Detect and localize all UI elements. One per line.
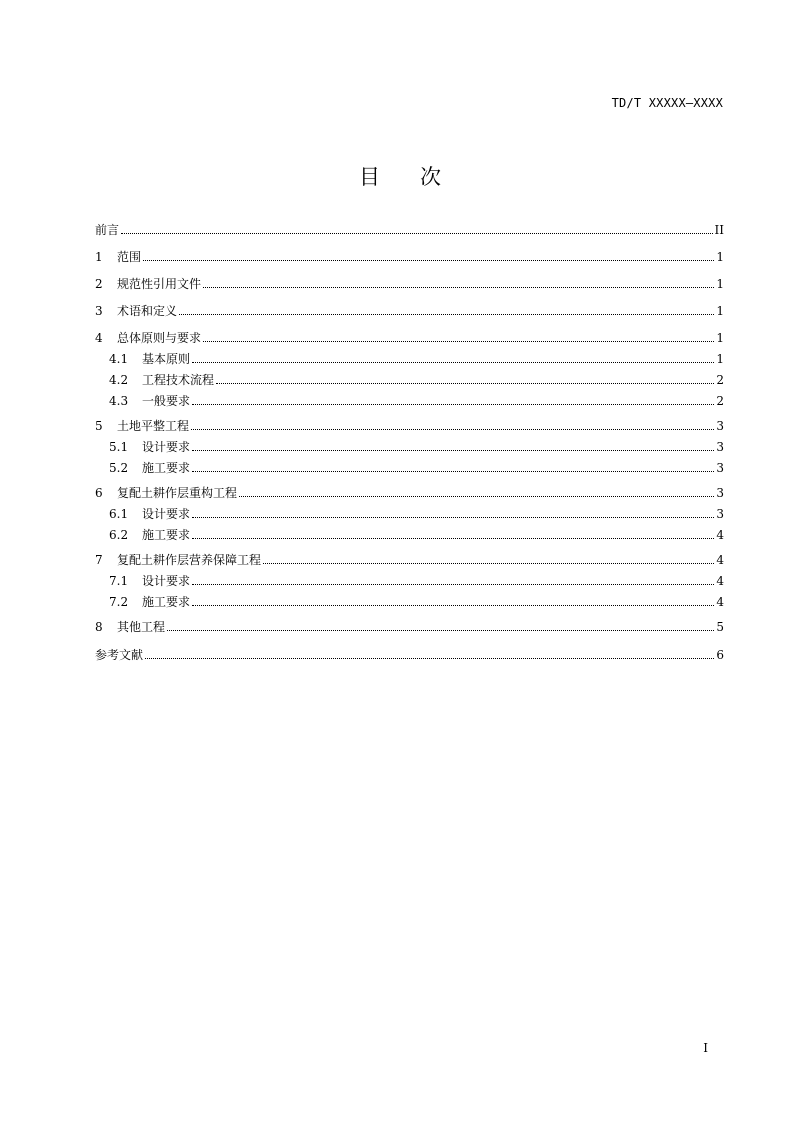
toc-dot-leader	[145, 657, 714, 659]
toc-entry[interactable]	[109, 393, 724, 409]
toc-dot-leader	[192, 516, 714, 518]
toc-entry-number: 4.2	[109, 373, 129, 387]
toc-entry-label: 总体原则与要求	[117, 331, 202, 345]
toc-dot-leader	[192, 449, 714, 451]
toc-entry[interactable]	[109, 372, 724, 388]
toc-dot-leader	[203, 340, 714, 342]
document-code: TD/T XXXXX—XXXX	[611, 96, 723, 110]
toc-entry-label: 复配土耕作层重构工程	[117, 486, 238, 500]
toc-entry-page: 6	[716, 648, 724, 662]
toc-entry[interactable]	[95, 552, 724, 568]
toc-entry-label: 其他工程	[117, 620, 166, 634]
toc-dot-leader	[192, 537, 714, 539]
toc-entry-label: 一般要求	[142, 394, 191, 408]
toc-entry-label: 施工要求	[142, 595, 191, 609]
toc-entry-page: 1	[716, 331, 724, 345]
toc-entry-page: 4	[716, 528, 724, 542]
toc-entry-label: 术语和定义	[117, 304, 178, 318]
toc-dot-leader	[216, 382, 714, 384]
toc-entry-page: 2	[716, 373, 724, 387]
toc-entry[interactable]	[109, 527, 724, 543]
toc-entry[interactable]	[95, 485, 724, 501]
toc-dot-leader	[192, 403, 714, 405]
toc-entry-number: 7.2	[109, 595, 129, 609]
toc-entry-page: 3	[716, 461, 724, 475]
toc-entry-label: 参考文献	[95, 648, 144, 662]
toc-entry-page: 1	[716, 352, 724, 366]
toc-entry-page: 3	[716, 507, 724, 521]
page-title: 目次	[359, 165, 481, 189]
toc-entry-label: 施工要求	[142, 461, 191, 475]
toc-entry-page: 1	[716, 250, 724, 264]
toc-entry[interactable]	[95, 647, 724, 663]
toc-entry[interactable]	[109, 439, 724, 455]
toc-entry[interactable]	[109, 594, 724, 610]
toc-entry-number: 5	[95, 419, 103, 433]
toc-dot-leader	[239, 495, 714, 497]
toc-entry[interactable]	[109, 351, 724, 367]
toc-entry[interactable]	[109, 573, 724, 589]
toc-entry[interactable]	[95, 418, 724, 434]
toc-entry-label: 土地平整工程	[117, 419, 190, 433]
toc-entry[interactable]	[109, 506, 724, 522]
toc-entry[interactable]	[95, 619, 724, 635]
toc-entry-number: 2	[95, 277, 103, 291]
toc-entry[interactable]	[95, 276, 724, 292]
toc-entry-number: 7	[95, 553, 103, 567]
toc-entry-label: 工程技术流程	[142, 373, 215, 387]
toc-entry-page: 4	[716, 574, 724, 588]
toc-entry-number: 4.3	[109, 394, 129, 408]
toc-entry-page: 3	[716, 419, 724, 433]
toc-entry-label: 设计要求	[142, 440, 191, 454]
toc-entry-number: 5.2	[109, 461, 129, 475]
toc-dot-leader	[263, 562, 714, 564]
toc-entry-number: 6.2	[109, 528, 129, 542]
toc-entry[interactable]	[95, 222, 724, 238]
toc-entry-page: 2	[716, 394, 724, 408]
toc-entry[interactable]	[95, 303, 724, 319]
toc-dot-leader	[192, 583, 714, 585]
toc-entry-number: 3	[95, 304, 103, 318]
toc-entry-number: 6	[95, 486, 103, 500]
toc-entry-page: 4	[716, 595, 724, 609]
toc-dot-leader	[179, 313, 714, 315]
toc-entry[interactable]	[95, 330, 724, 346]
toc-entry-label: 基本原则	[142, 352, 191, 366]
toc-entry-label: 范围	[117, 250, 142, 264]
toc-dot-leader	[192, 604, 714, 606]
toc-entry-number: 8	[95, 620, 103, 634]
toc-entry-page: 4	[716, 553, 724, 567]
toc-entry-number: 7.1	[109, 574, 129, 588]
toc-entry-page: II	[714, 223, 724, 237]
page-number: I	[703, 1041, 708, 1055]
toc-entry-number: 4	[95, 331, 103, 345]
toc-entry-label: 前言	[95, 223, 120, 237]
toc-entry-number: 4.1	[109, 352, 129, 366]
toc-entry-page: 3	[716, 486, 724, 500]
toc-entry[interactable]	[95, 249, 724, 265]
toc-entry-number: 5.1	[109, 440, 129, 454]
toc-entry-label: 设计要求	[142, 507, 191, 521]
toc-entry-label: 设计要求	[142, 574, 191, 588]
toc-entry-number: 1	[95, 250, 103, 264]
toc-dot-leader	[121, 232, 713, 234]
toc-entry-page: 1	[716, 277, 724, 291]
toc-entry-label: 规范性引用文件	[117, 277, 202, 291]
toc-entry-page: 1	[716, 304, 724, 318]
toc-entry[interactable]	[109, 460, 724, 476]
toc-dot-leader	[203, 286, 714, 288]
toc-entry-page: 3	[716, 440, 724, 454]
toc-dot-leader	[191, 428, 714, 430]
toc-dot-leader	[192, 470, 714, 472]
toc-dot-leader	[167, 629, 714, 631]
toc-entry-label: 施工要求	[142, 528, 191, 542]
toc-entry-number: 6.1	[109, 507, 129, 521]
toc-entry-label: 复配土耕作层营养保障工程	[117, 553, 262, 567]
toc-entry-page: 5	[716, 620, 724, 634]
toc-dot-leader	[192, 361, 714, 363]
toc-dot-leader	[143, 259, 714, 261]
